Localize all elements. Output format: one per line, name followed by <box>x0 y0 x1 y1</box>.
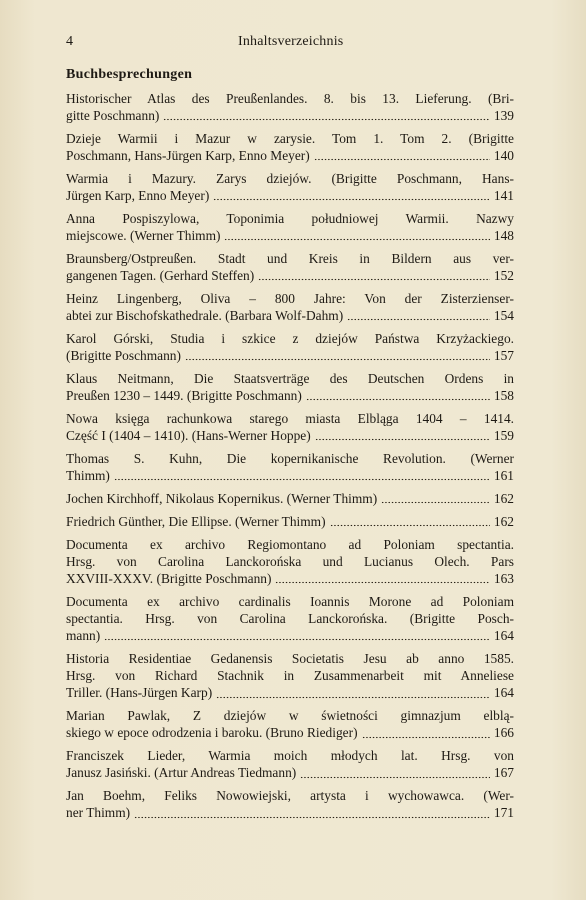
toc-entry-line: Klaus Neitmann, Die Staatsverträge des Deutschen Ordens in <box>66 371 514 386</box>
toc-entry-page-number: 162 <box>493 491 514 506</box>
toc-entry-page-number: 148 <box>493 228 514 244</box>
toc-entry-last-line <box>66 467 514 484</box>
toc-entry <box>66 536 514 588</box>
toc-entry <box>66 513 514 530</box>
toc-entry-last-line <box>66 427 514 444</box>
toc-entry-line: Historischer Atlas des Preußenlandes. 8. bis 13. Lieferung. (Bri- <box>66 91 514 106</box>
toc-entry <box>66 130 514 164</box>
toc-entry-text: Friedrich Günther, Die Ellipse. (Werner Thimm) <box>66 513 326 529</box>
toc-entry-last-line <box>66 490 514 507</box>
section-title: Buchbesprechungen <box>66 67 193 82</box>
toc-entry <box>66 90 514 124</box>
toc-entry-text: gangenen Tagen. (Gerhard Steffen) <box>66 268 255 284</box>
toc-entry-line: Documenta ex archivo cardinalis Ioannis Morone ad Poloniam <box>66 593 514 609</box>
toc-entry-last-line <box>66 724 514 741</box>
toc-entry-page-number: 157 <box>493 348 514 364</box>
toc-entry-text: Janusz Jasiński. (Artur Andreas Tiedmann) <box>66 765 297 781</box>
toc-entry <box>66 170 514 204</box>
toc-entry-page-number: 161 <box>493 468 514 484</box>
toc-entry-page-number: 164 <box>493 628 514 644</box>
toc-entry-last-line <box>66 227 514 244</box>
toc-entry-last-line <box>66 147 514 164</box>
dot-leader <box>114 469 490 481</box>
toc-entry-line: Heinz Lingenberg, Oliva – 800 Jahre: Von der Zisterzienser- <box>66 291 514 306</box>
toc-entry <box>66 370 514 404</box>
running-title: Inhaltsverzeichnis <box>238 34 344 49</box>
toc-entry-line: Marian Pawlak, Z dziejów w świetności gimnazjum elblą- <box>66 708 514 724</box>
toc-entry-line: Warmia i Mazury. Zarys dziejów. (Brigitte Poschmann, Hans- <box>66 171 514 186</box>
toc-entry-page-number: 167 <box>493 765 514 781</box>
toc-entry-text: abtei zur Bischofskathedrale. (Barbara Wolf-Dahm) <box>66 308 344 324</box>
toc-entry-text: (Brigitte Poschmann) <box>66 348 181 364</box>
dot-leader <box>213 189 490 201</box>
dot-leader <box>275 572 489 584</box>
toc-entry <box>66 450 514 484</box>
dot-leader <box>381 492 490 504</box>
toc-entry-last-line <box>66 107 514 124</box>
toc-entry-text: Jürgen Karp, Enno Meyer) <box>66 188 210 204</box>
toc-entry-last-line <box>66 187 514 204</box>
toc-entry-text: miejscowe. (Werner Thimm) <box>66 228 221 244</box>
toc-entry-page-number: 152 <box>493 268 514 284</box>
toc-entry-line: Franciszek Lieder, Warmia moich młodych lat. Hrsg. von <box>66 748 514 764</box>
dot-leader <box>315 429 490 441</box>
toc-entry-page-number: 139 <box>493 108 514 124</box>
toc-entry-text: Preußen 1230 – 1449. (Brigitte Poschmann) <box>66 388 302 404</box>
toc-entry-last-line <box>66 513 514 530</box>
dot-leader <box>216 687 490 699</box>
toc-entry-line: Jan Boehm, Feliks Nowowiejski, artysta i wychowawca. (Wer- <box>66 788 514 804</box>
toc-entry-text: XXVIII-XXXV. (Brigitte Poschmann) <box>66 571 272 586</box>
toc-entry-page-number: 166 <box>493 725 514 741</box>
toc-entry <box>66 707 514 741</box>
toc-entry-page-number: 154 <box>493 308 514 324</box>
toc-entry-line: Dzieje Warmii i Mazur w zarysie. Tom 1. Tom 2. (Brigitte <box>66 131 514 146</box>
toc-entry <box>66 593 514 645</box>
toc-entry-text: mann) <box>66 628 101 644</box>
toc-entry-text: gitte Poschmann) <box>66 108 160 124</box>
toc-entry-last-line <box>66 387 514 404</box>
dot-leader <box>306 389 490 401</box>
toc-entry-line: Hrsg. von Richard Stachnik in Zusammenarbeit mit Anneliese <box>66 668 514 684</box>
toc-entry-line: Hrsg. von Carolina Lanckorońska und Lucianus Olech. Pars <box>66 553 514 569</box>
toc-entry-page-number: 158 <box>493 388 514 404</box>
toc-entry-last-line <box>66 627 514 644</box>
toc-entry-page-number: 163 <box>493 571 514 586</box>
dot-leader <box>362 727 490 739</box>
toc-entry-text: skiego w epoce odrodzenia i baroku. (Bruno Riediger) <box>66 725 358 741</box>
toc-entry <box>66 210 514 244</box>
page-number: 4 <box>66 34 73 49</box>
toc-entry-line: Thomas S. Kuhn, Die kopernikanische Revolution. (Werner <box>66 451 514 466</box>
dot-leader <box>314 149 490 161</box>
toc-entry <box>66 747 514 781</box>
dot-leader <box>330 515 490 527</box>
dot-leader <box>258 269 490 281</box>
toc-entry <box>66 290 514 324</box>
dot-leader <box>104 629 490 641</box>
toc-entry <box>66 787 514 821</box>
toc-entry-page-number: 164 <box>493 685 514 701</box>
toc-entry-page-number: 159 <box>493 428 514 444</box>
toc-entry-page-number: 140 <box>493 148 514 164</box>
toc-entry-text: Część I (1404 – 1410). (Hans-Werner Hoppe) <box>66 428 311 444</box>
dot-leader <box>163 109 490 121</box>
toc-entry-page-number: 162 <box>493 513 514 529</box>
table-of-contents <box>66 90 514 827</box>
toc-entry-last-line <box>66 267 514 284</box>
toc-entry-line: Braunsberg/Ostpreußen. Stadt und Kreis in Bildern aus ver- <box>66 251 514 266</box>
toc-entry-text: ner Thimm) <box>66 805 131 821</box>
toc-entry-text: Jochen Kirchhoff, Nikolaus Kopernikus. (Werner Thimm) <box>66 491 378 506</box>
toc-entry-last-line <box>66 764 514 781</box>
toc-entry-line: Documenta ex archivo Regiomontano ad Poloniam spectantia. <box>66 536 514 552</box>
toc-entry-text: Poschmann, Hans-Jürgen Karp, Enno Meyer) <box>66 148 310 164</box>
toc-entry <box>66 330 514 364</box>
toc-entry <box>66 490 514 507</box>
toc-entry <box>66 410 514 444</box>
toc-entry-line: Nowa księga rachunkowa starego miasta Elbląga 1404 – 1414. <box>66 411 514 426</box>
toc-entry-line: Anna Pospiszylowa, Toponimia południowej Warmii. Nazwy <box>66 211 514 226</box>
toc-entry-last-line <box>66 804 514 821</box>
toc-entry-last-line <box>66 307 514 324</box>
dot-leader <box>300 767 490 779</box>
toc-entry <box>66 250 514 284</box>
toc-entry-line: spectantia. Hrsg. von Carolina Lanckorońska. (Brigitte Posch- <box>66 611 514 626</box>
toc-entry-line: Historia Residentiae Gedanensis Societatis Jesu ab anno 1585. <box>66 651 514 666</box>
running-header <box>66 34 514 54</box>
toc-entry-text: Thimm) <box>66 468 110 484</box>
dot-leader <box>347 309 490 321</box>
toc-entry-page-number: 141 <box>493 188 514 204</box>
dot-leader <box>185 349 490 361</box>
toc-entry-last-line <box>66 570 514 587</box>
toc-entry-text: Triller. (Hans-Jürgen Karp) <box>66 685 213 701</box>
toc-entry <box>66 650 514 702</box>
dot-leader <box>224 229 489 241</box>
toc-entry-last-line <box>66 347 514 364</box>
toc-entry-line: Karol Górski, Studia i szkice z dziejów Państwa Krzyżackiego. <box>66 331 514 346</box>
dot-leader <box>134 807 490 819</box>
toc-entry-last-line <box>66 684 514 701</box>
toc-entry-page-number: 171 <box>493 805 514 821</box>
